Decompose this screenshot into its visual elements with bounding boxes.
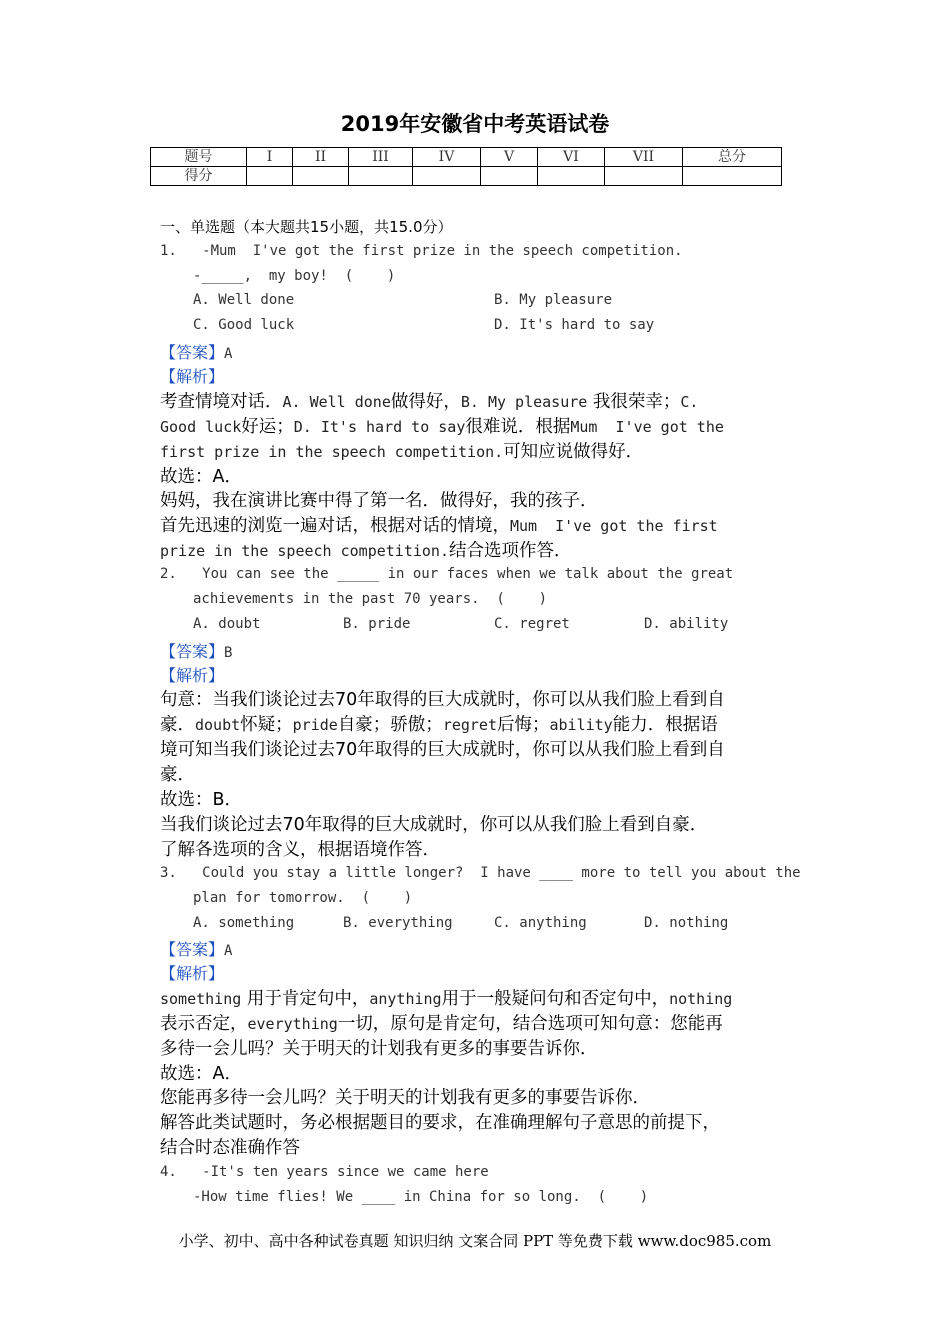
score-header-cell: 题号 — [151, 148, 247, 167]
q3-stem-line1: 3. Could you stay a little longer? I have ____ more to tell you about the — [160, 865, 801, 881]
q3-analysis-line1: something 用于肯定句中，anything用于一般疑问句和否定句中，nothing — [160, 989, 733, 1009]
score-header-cell: II — [293, 148, 349, 167]
q3-analysis-line4: 故选：A． — [160, 1064, 242, 1084]
q2-option-a: A. doubt — [193, 616, 261, 632]
score-header-cell: IV — [413, 148, 481, 167]
q1-analysis-line2: Good luck好运；D. It's hard to say很难说．根据Mum I've got the — [160, 417, 724, 437]
q2-analysis-line3: 境可知当我们谈论过去70年取得的巨大成就时，你可以从我们脸上看到自 — [160, 740, 725, 760]
score-header-cell: V — [481, 148, 538, 167]
q1-option-b: B. My pleasure — [494, 292, 613, 308]
q1-analysis-line5: 妈妈，我在演讲比赛中得了第一名．做得好，我的孩子． — [160, 491, 598, 511]
q3-analysis-line6: 解答此类试题时，务必根据题目的要求，在准确理解句子意思的前提下， — [160, 1113, 720, 1133]
q3-option-d: D. nothing — [644, 915, 729, 931]
q3-analysis-line3: 多待一会儿吗？关于明天的计划我有更多的事要告诉你． — [160, 1039, 598, 1059]
q1-answer: A — [224, 346, 233, 362]
score-cell — [293, 167, 349, 186]
q1-answer-line — [160, 340, 232, 363]
q2-analysis-line6: 当我们谈论过去70年取得的巨大成就时，你可以从我们脸上看到自豪． — [160, 815, 708, 835]
score-header-cell: VI — [538, 148, 605, 167]
q3-answer-line — [160, 937, 232, 960]
q2-answer-line — [160, 639, 232, 662]
q3-analysis-line7: 结合时态准确作答 — [160, 1138, 300, 1158]
q4-stem-line2: -How time flies! We ____ in China for so long. ( ) — [193, 1189, 649, 1205]
q3-answer: A — [224, 943, 233, 959]
q1-stem-line2: -_____, my boy! ( ) — [193, 268, 396, 284]
q2-stem-line1: 2. You can see the _____ in our faces when we talk about the great — [160, 566, 734, 582]
q2-analysis-line4: 豪． — [160, 765, 195, 785]
q1-stem-line1: 1. -Mum I've got the first prize in the speech competition. — [160, 243, 683, 259]
q1-option-d: D. It's hard to say — [494, 317, 655, 333]
q3-analysis-line5: 您能再多待一会儿吗？关于明天的计划我有更多的事要告诉你． — [160, 1088, 650, 1108]
score-header-cell: I — [247, 148, 293, 167]
score-table-score-row — [151, 167, 782, 186]
q2-analysis-line2: 豪．doubt怀疑；pride自豪；骄傲；regret后悔；ability能力．根据语 — [160, 715, 718, 735]
answer-tag: 【答案】 — [160, 642, 225, 661]
score-row-label: 得分 — [151, 167, 247, 186]
q2-analysis-line1: 句意：当我们谈论过去70年取得的巨大成就时，你可以从我们脸上看到自 — [160, 690, 725, 710]
score-cell — [349, 167, 413, 186]
score-cell — [481, 167, 538, 186]
q3-stem-line2: plan for tomorrow. ( ) — [193, 890, 413, 906]
q1-analysis-line1: 考查情境对话．A. Well done做得好，B. My pleasure 我很荣幸；C. — [160, 392, 699, 412]
score-table — [150, 147, 782, 186]
q1-option-a: A. Well done — [193, 292, 295, 308]
score-cell — [538, 167, 605, 186]
q2-stem-line2: achievements in the past 70 years. ( ) — [193, 591, 548, 607]
page-footer: 小学、初中、高中各种试卷真题 知识归纳 文案合同 PPT 等免费下载 www.doc985.com — [178, 1232, 772, 1250]
score-cell — [413, 167, 481, 186]
q2-option-d: D. ability — [644, 616, 729, 632]
answer-tag: 【答案】 — [160, 343, 225, 362]
score-cell — [247, 167, 293, 186]
score-header-cell: III — [349, 148, 413, 167]
q2-analysis-line5: 故选：B． — [160, 790, 243, 810]
q1-analysis-line3: first prize in the speech competition.可知应说做得好． — [160, 442, 644, 462]
q3-option-b: B. everything — [343, 915, 453, 931]
q3-analysis-line2: 表示否定，everything一切，原句是肯定句，结合选项可知句意：您能再 — [160, 1014, 723, 1034]
answer-tag: 【答案】 — [160, 940, 225, 959]
q2-option-b: B. pride — [343, 616, 411, 632]
score-header-cell: VII — [605, 148, 683, 167]
q2-option-c: C. regret — [494, 616, 570, 632]
q3-option-c: C. anything — [494, 915, 587, 931]
q2-analysis-line7: 了解各选项的含义，根据语境作答． — [160, 840, 440, 860]
q3-analysis-tag: 【解析】 — [160, 964, 225, 983]
q4-stem-line1: 4. -It's ten years since we came here — [160, 1164, 489, 1180]
score-cell — [605, 167, 683, 186]
section-heading: 一、单选题（本大题共15小题，共15.0分） — [160, 218, 453, 236]
score-cell — [683, 167, 782, 186]
q2-analysis-tag: 【解析】 — [160, 666, 225, 685]
q2-answer: B — [224, 645, 233, 661]
score-table-header-row — [151, 148, 782, 167]
q1-option-c: C. Good luck — [193, 317, 295, 333]
q1-analysis-line7: prize in the speech competition.结合选项作答． — [160, 541, 572, 561]
q1-analysis-tag: 【解析】 — [160, 367, 225, 386]
page-title: 2019年安徽省中考英语试卷 — [340, 112, 610, 136]
q1-analysis-line6: 首先迅速的浏览一遍对话，根据对话的情境，Mum I've got the first — [160, 516, 718, 536]
q3-option-a: A. something — [193, 915, 295, 931]
q1-analysis-line4: 故选：A． — [160, 467, 242, 487]
score-header-cell: 总分 — [683, 148, 782, 167]
